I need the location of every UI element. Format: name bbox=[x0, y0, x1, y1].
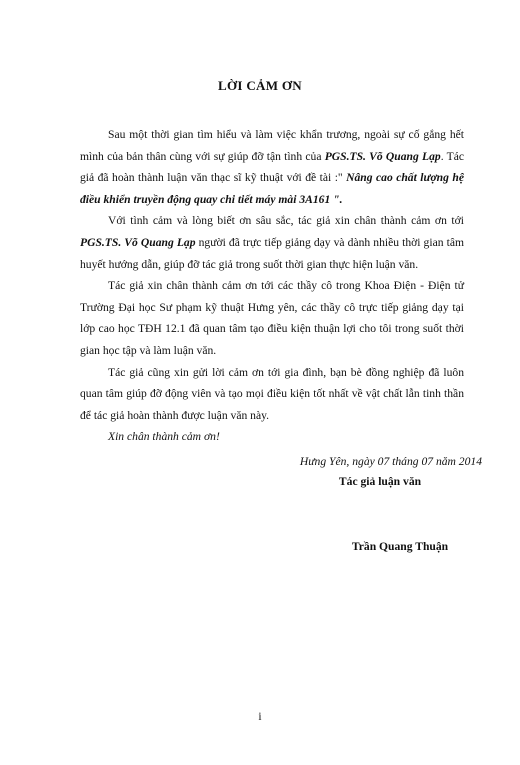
paragraph-1-text-c: ". bbox=[330, 192, 343, 206]
author-label: Tác giả luận văn bbox=[338, 475, 422, 488]
page-number: i bbox=[258, 710, 262, 723]
paragraph-4: Tác giả cũng xin gửi lời cảm ơn tới gia đình, bạn bè đồng nghiệp đã luôn quan tâm giúp đỡ động viên và tạo mọi điều kiện tốt nhất về vật chất lẫn tinh thần để tác giả hoàn thành được luận văn này. bbox=[80, 365, 464, 422]
advisor-name-2: PGS.TS. Võ Quang Lạp bbox=[80, 235, 196, 249]
paragraph-1 bbox=[80, 124, 464, 210]
paragraph-2 bbox=[80, 210, 464, 275]
paragraph-2-text-a: Với tình cảm và lòng biết ơn sâu sắc, tác giả xin chân thành cảm ơn tới bbox=[108, 214, 464, 228]
paragraph-1-text-a: Sau một thời gian tìm hiểu và làm việc khẩn trương, ngoài sự cố gắng hết mình của bản thân cùng với sự giúp đỡ tận tình của bbox=[80, 128, 464, 163]
paragraph-1-text-b: . Tác giả đã hoàn thành luận văn thạc sĩ kỹ thuật với đề tài :" bbox=[80, 149, 464, 185]
author-name: Trần Quang Thuận bbox=[351, 540, 449, 553]
date-line: Hưng Yên, ngày 07 tháng 07 năm 2014 bbox=[299, 455, 482, 468]
paragraph-2-text-b: người đã trực tiếp giảng dạy và dành nhiều thời gian tâm huyết hướng dẫn, giúp đỡ tác giả trong suốt thời gian thực hiện luận văn. bbox=[80, 235, 464, 271]
advisor-name: PGS.TS. Võ Quang Lạp bbox=[324, 149, 441, 163]
closing-line: Xin chân thành cảm ơn! bbox=[108, 430, 220, 444]
thesis-title: Nâng cao chất lượng hệ điều khiển truyền động quay chi tiết máy mài 3A161 bbox=[80, 171, 464, 206]
page-title: LỜI CẢM ƠN bbox=[218, 78, 302, 93]
acknowledgement-body bbox=[80, 124, 464, 448]
paragraph-3: Tác giả xin chân thành cảm ơn tới các thầy cô trong Khoa Điện - Điện tử Trường Đại học Sư phạm kỹ thuật Hưng yên, các thầy cô trực tiếp giảng dạy tại lớp cao học TĐH 12.1 đã quan tâm tạo điều kiện thuận lợi cho tôi trong suốt thời gian học tập và làm luận văn. bbox=[80, 279, 464, 357]
